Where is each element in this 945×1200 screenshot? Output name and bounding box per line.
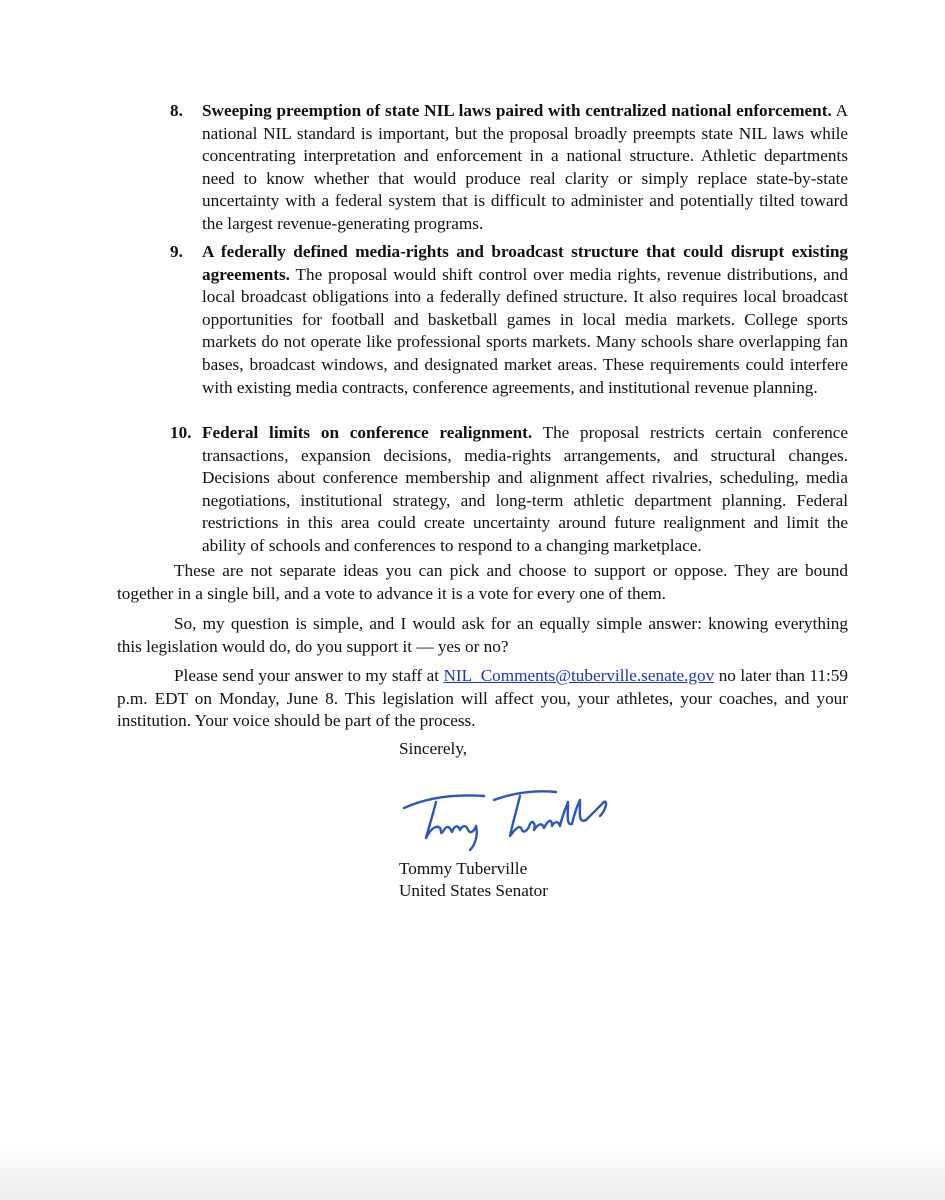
item-number: 8. (170, 101, 183, 120)
email-link[interactable]: NIL_Comments@tuberville.senate.gov (443, 666, 715, 685)
item-body: The proposal would shift control over media rights, revenue distributions, and local broadcast obligations into a federally defined structure. It also requires local broadcast opportunities for football and basketball games in local media markets. College sports markets do not operate like professional sports markets. Many schools share overlapping fan bases, broadcast windows, and designated market areas. These requirements could interfere with existing media contracts, conference agreements, and institutional revenue planning. (202, 264, 848, 397)
item-text (202, 422, 848, 558)
signer-title: United States Senator (399, 881, 548, 900)
item-text (202, 241, 848, 399)
item-heading: Federal limits on conference realignment. (202, 423, 533, 442)
item-number: 10. (170, 423, 192, 442)
send-answer-lead: Please send your answer to my staff at (174, 666, 444, 685)
paragraph-send-answer (117, 665, 848, 733)
item-heading: Sweeping preemption of state NIL laws paired with centralized national enforcement. (202, 101, 832, 120)
list-item-8 (170, 100, 848, 236)
paragraph-question: So, my question is simple, and I would ask for an equally simple answer: knowing everything this legislation would do, do you support it — yes or no? (117, 614, 848, 656)
item-body: A national NIL standard is important, but the proposal broadly preempts state NIL laws while concentrating interpretation and enforcement in a national structure. Athletic departments need to know whether that would produce real clarity or simply replace state-by-state uncertainty with a federal system that is difficult to administer and potentially tilted toward the largest revenue-generating programs. (202, 101, 848, 233)
signature-image (396, 780, 636, 855)
send-answer-rest: no later than 11:59 p.m. EDT on Monday, June 8. This legislation will affect you, your athletes, your coaches, and your institution. Your voice should be part of the process. (117, 666, 848, 731)
salutation: Sincerely, (399, 739, 468, 758)
item-heading: A federally defined media-rights and broadcast structure that could disrupt existing agreements. (202, 242, 848, 284)
list-item-10 (170, 422, 848, 558)
page-bottom-edge (0, 1140, 945, 1200)
item-text (202, 100, 848, 236)
list-item-9 (170, 241, 848, 399)
item-body: The proposal restricts certain conference transactions, expansion decisions, media-rights arrangements, and structural changes. Decisions about conference membership and alignment affect rivalries, scheduling, media negotiations, institutional strategy, and long-term athletic department planning. Federal restrictions in this area could create uncertainty around future realignment and limit the ability of schools and conferences to respond to a changing marketplace. (202, 423, 848, 555)
item-number: 9. (170, 242, 183, 261)
paragraph-bound-together: These are not separate ideas you can pick and choose to support or oppose. They are bound together in a single bill, and a vote to advance it is a vote for every one of them. (117, 561, 848, 603)
signer-name: Tommy Tuberville (399, 859, 528, 878)
